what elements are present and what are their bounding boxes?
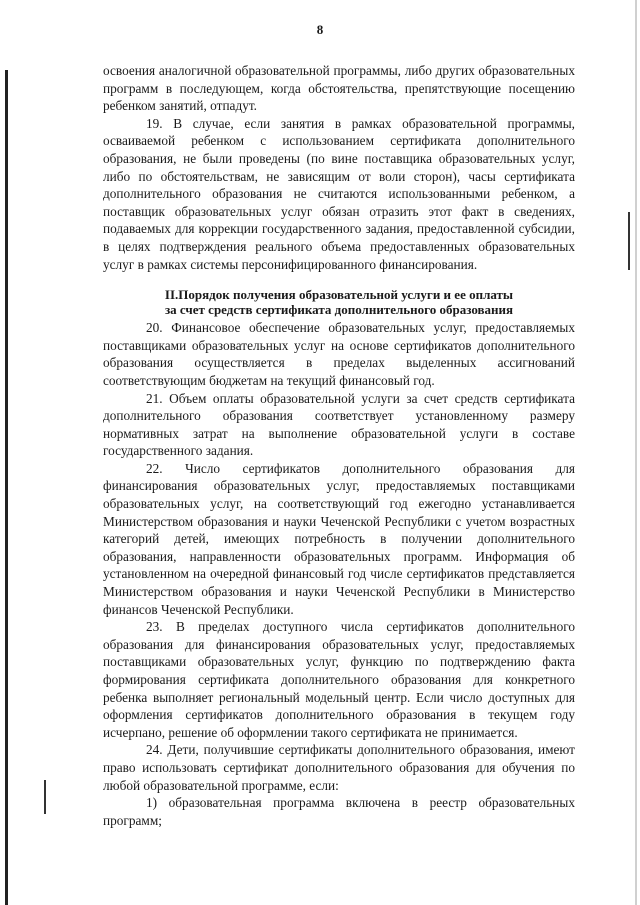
document-body: [103, 62, 575, 829]
scan-edge-left: [5, 70, 8, 905]
paragraph: 20. Финансовое обеспечение образовательных услуг, предоставляемых поставщиками образовательных услуг на основе сертификатов дополнительного образования осуществляется в пределах выделенных ассигнований соответствующим бюджетам на текущий финансовый год.: [103, 320, 575, 388]
paragraph: 24. Дети, получившие сертификаты дополнительного образования, имеют право использовать сертификат дополнительного образования для обучения по любой образовательной программе, если:: [103, 742, 575, 793]
paragraph: 19. В случае, если занятия в рамках образовательной программы, осваиваемой ребенком с использованием сертификата дополнительного образования, не были проведены (по вине поставщика образовательных услуг, либо по обстоятельствам, не зависящим от воли сторон), часы сертификата дополнительного образования не считаются использованными ребенком, а поставщик образовательных услуг обязан отразить этот факт в сведениях, подаваемых для коррекции государственного задания, предоставленной субсидии, в целях подтверждения реального объема предоставленных образовательных услуг в рамках системы персонифицированного финансирования.: [103, 115, 575, 272]
section-heading-line1: II.Порядок получения образовательной услуги и ее оплаты: [164, 287, 514, 303]
paragraph: освоения аналогичной образовательной программы, либо других образовательных программ в последующем, когда обстоятельства, препятствующие посещению ребенком занятий, отпадут.: [103, 63, 575, 114]
paragraphs-after-section: [103, 319, 575, 829]
section-heading: [103, 287, 575, 317]
section-heading-line2: за счет средств сертификата дополнительного образования: [164, 302, 514, 318]
page-number: 8: [316, 22, 324, 37]
scan-mark-right: [628, 212, 630, 270]
paragraph: 21. Объем оплаты образовательной услуги за счет средств сертификата дополнительного образования соответствует установленному размеру нормативных затрат на выполнение образовательной услуги в составе государственного задания.: [103, 390, 575, 459]
paragraph: 1) образовательная программа включена в реестр образовательных программ;: [103, 795, 575, 828]
scan-mark-left: [44, 780, 46, 814]
scan-edge-right: [635, 0, 637, 905]
paragraph: 22. Число сертификатов дополнительного образования для финансирования образовательных услуг, предоставляемых поставщиками образовательных услуг, на соответствующий год ежегодно устанавливается Министерством образования и науки Чеченской Республики с учетом возрастных категорий детей, имеющих потребность в получении дополнительного образования, направленности образовательных программ. Информация об установленном на очередной финансовый год числе сертификатов представляется Министерством образования и науки Чеченской Республики в Министерство финансов Чеченской Республики.: [103, 460, 575, 617]
paragraphs-before-section: [103, 62, 575, 273]
paragraph: 23. В пределах доступного числа сертификатов дополнительного образования для финансирования образовательных услуг, предоставляемых поставщиками образовательных услуг, функцию по подтверждению факта формирования сертификата дополнительного образования для конкретного ребенка выполняет региональный модельный центр. Если число доступных для оформления сертификатов дополнительного образования в текущем году исчерпано, решение об оформлении такого сертификата не принимается.: [103, 619, 575, 740]
